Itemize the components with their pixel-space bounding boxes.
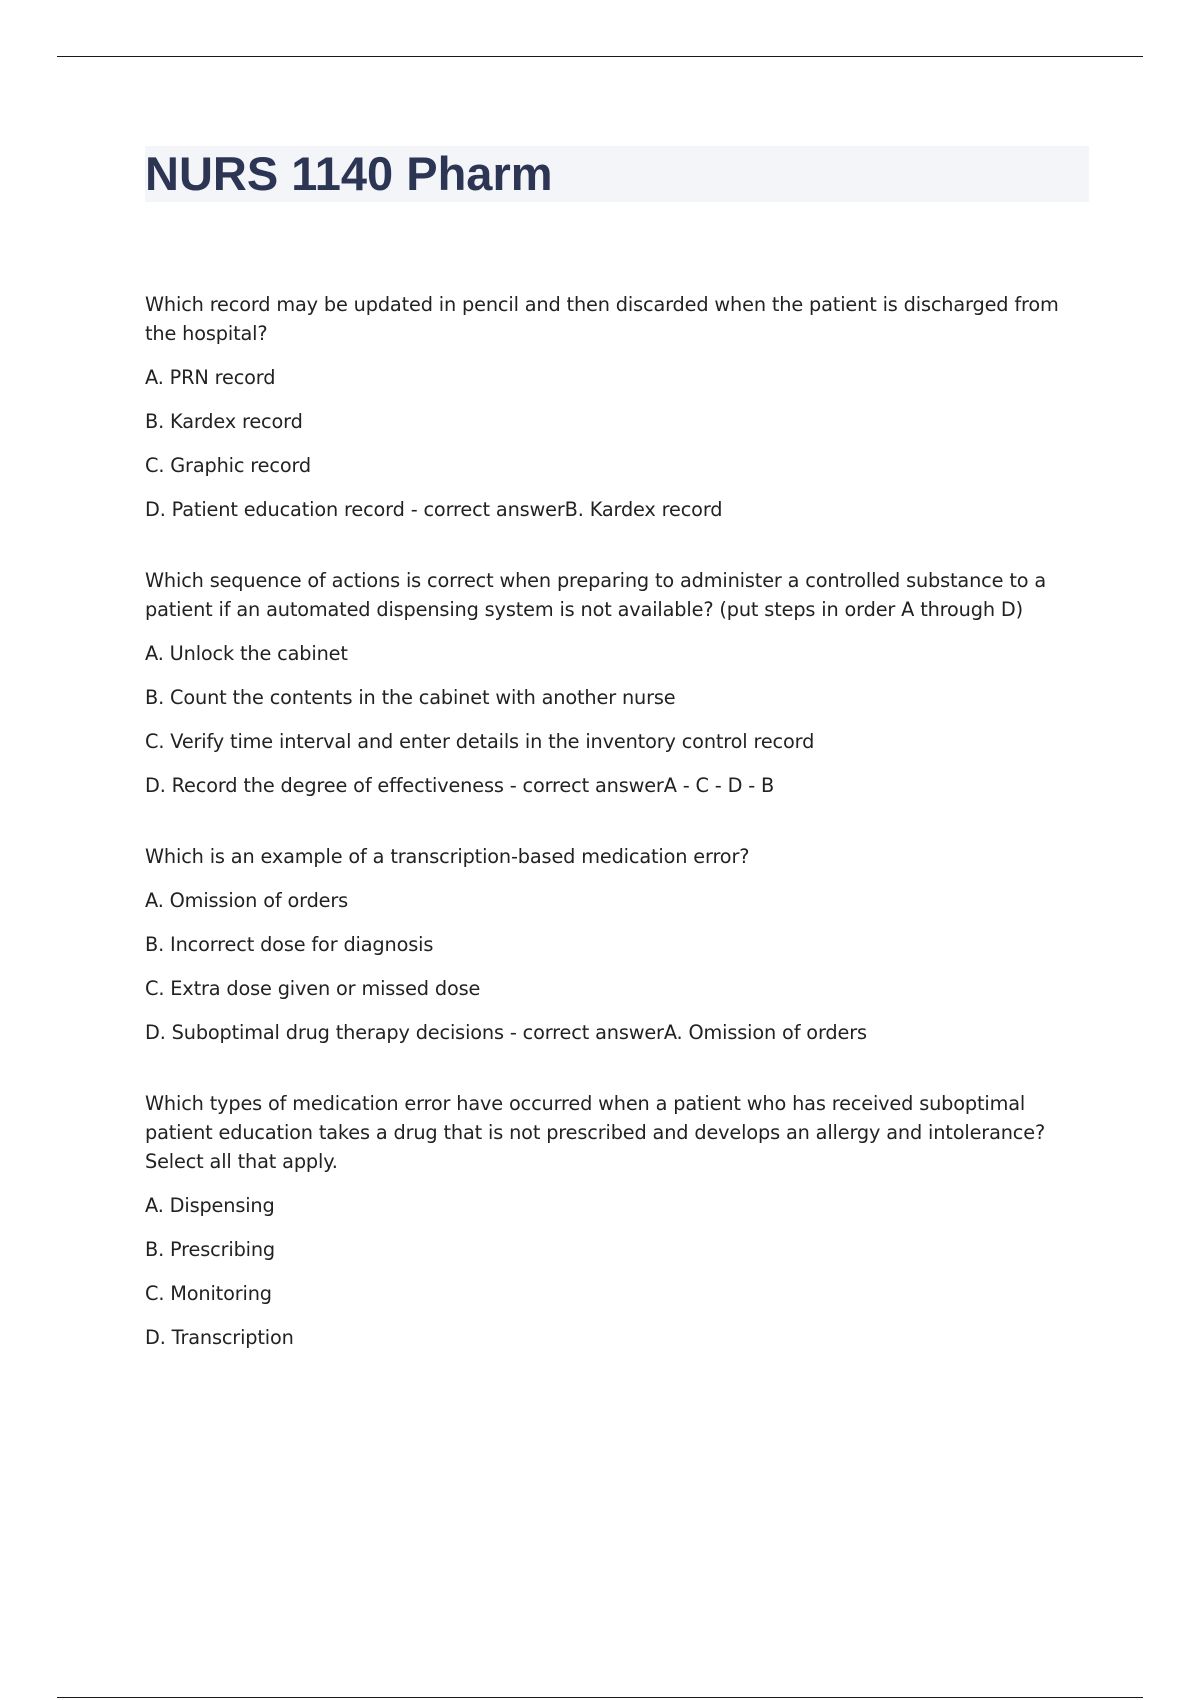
option-a: A. Omission of orders: [145, 889, 349, 912]
question-text: Which is an example of a transcription-based medication error?: [145, 845, 750, 868]
page-title: NURS 1140 Pharm: [145, 147, 553, 200]
option-list: [145, 1191, 1089, 1352]
option-list: [145, 363, 1089, 524]
option-d: D. Transcription: [145, 1326, 294, 1349]
option-c: C. Monitoring: [145, 1282, 272, 1305]
option-c: C. Graphic record: [145, 454, 311, 477]
option-a: A. Unlock the cabinet: [145, 642, 348, 665]
title-bar: [145, 146, 1089, 202]
question-list: [145, 290, 1089, 1352]
question-text: Which types of medication error have occurred when a patient who has received suboptimal patient education takes a drug that is not prescribed and develops an allergy and intolerance? Select all that apply.: [145, 1092, 1046, 1173]
option-b: B. Incorrect dose for diagnosis: [145, 933, 434, 956]
question-block: [145, 566, 1089, 800]
option-b: B. Kardex record: [145, 410, 303, 433]
question-block: [145, 1089, 1089, 1352]
bottom-rule: [57, 1697, 1143, 1698]
option-b: B. Count the contents in the cabinet with another nurse: [145, 686, 676, 709]
option-d: D. Suboptimal drug therapy decisions - correct answerA. Omission of orders: [145, 1021, 867, 1044]
option-list: [145, 886, 1089, 1047]
option-c: C. Verify time interval and enter details in the inventory control record: [145, 730, 815, 753]
option-d: D. Patient education record - correct answerB. Kardex record: [145, 498, 723, 521]
question-block: [145, 842, 1089, 1047]
top-rule: [57, 56, 1143, 57]
option-d: D. Record the degree of effectiveness - correct answerA - C - D - B: [145, 774, 775, 797]
option-c: C. Extra dose given or missed dose: [145, 977, 481, 1000]
option-b: B. Prescribing: [145, 1238, 276, 1261]
question-block: [145, 290, 1089, 524]
option-list: [145, 639, 1089, 800]
question-text: Which sequence of actions is correct when preparing to administer a controlled substance to a patient if an automated dispensing system is not available? (put steps in order A through D): [145, 569, 1047, 621]
option-a: A. PRN record: [145, 366, 276, 389]
option-a: A. Dispensing: [145, 1194, 275, 1217]
question-text: Which record may be updated in pencil and then discarded when the patient is discharged from the hospital?: [145, 293, 1059, 345]
